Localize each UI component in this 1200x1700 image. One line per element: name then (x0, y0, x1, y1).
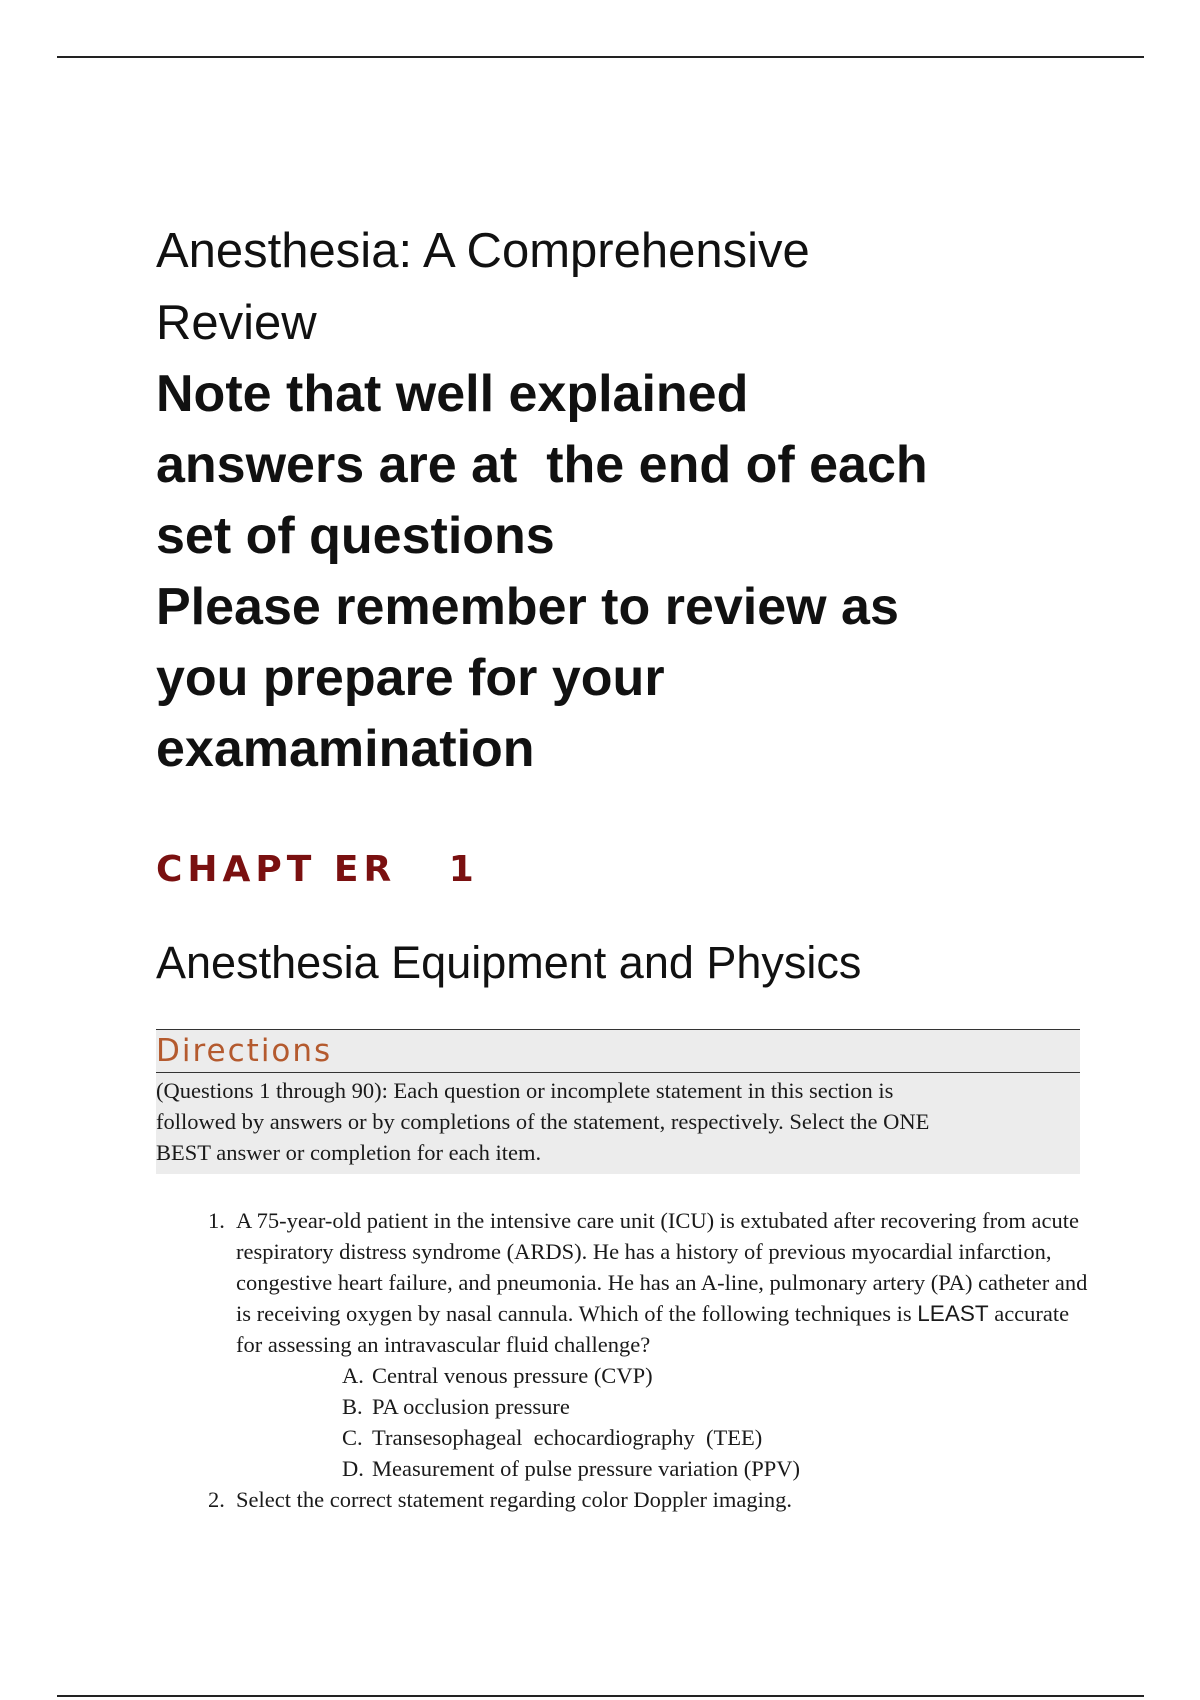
directions-line: followed by answers or by completions of the statement, respectively. Select the ONE (156, 1109, 930, 1134)
question-item (208, 1205, 1088, 1360)
option-letter: B. (342, 1394, 363, 1419)
option-letter: D. (342, 1456, 364, 1481)
page-content (156, 215, 1086, 989)
question-number: 1. (208, 1208, 225, 1233)
directions-line: BEST answer or completion for each item. (156, 1140, 542, 1165)
note-line: Please remember to review as (156, 578, 899, 636)
answer-options (342, 1360, 1088, 1484)
question-list (208, 1205, 1088, 1515)
bottom-rule (57, 1695, 1144, 1697)
question-text: Select the correct statement regarding color Doppler imaging. (236, 1487, 793, 1512)
note-line: set of questions (156, 507, 555, 565)
chapter-title: Anesthesia Equipment and Physics (156, 937, 862, 988)
option-text: Central venous pressure (CVP) (372, 1363, 653, 1388)
directions-heading: Directions (156, 1029, 1080, 1073)
note-text (156, 359, 1086, 785)
question-text (236, 1205, 1088, 1360)
option-letter: C. (342, 1425, 363, 1450)
question-text-part: accurate for assessing an intravascular fluid challenge? (236, 1301, 1070, 1357)
option-text: PA occlusion pressure (372, 1394, 570, 1419)
answer-option (342, 1422, 1088, 1453)
book-title (156, 215, 1086, 359)
answer-option (342, 1391, 1088, 1422)
directions-box (156, 1029, 1080, 1174)
question-number: 2. (208, 1487, 225, 1512)
book-title-line: Anesthesia: A Comprehensive (156, 224, 810, 278)
option-text: Measurement of pulse pressure variation (PPV) (372, 1456, 801, 1481)
note-line: Note that well explained (156, 365, 749, 423)
question-text-part: A 75-year-old patient in the intensive care unit (ICU) is extubated after recovering from acute respiratory distress syndrome (ARDS). He has a history of previous myocardial infarction, congestive heart failure, and pneumonia. He has an A-line, pulmonary artery (PA) catheter and is receiving oxygen by nasal cannula. Which of the following techniques is (236, 1208, 1088, 1326)
directions-text (156, 1073, 1080, 1174)
question-emphasis: LEAST (917, 1301, 989, 1326)
chapter-label: CHAPT ER 1 (156, 849, 479, 890)
top-rule (57, 56, 1144, 58)
directions-line: (Questions 1 through 90): Each question or incomplete statement in this section is (156, 1078, 894, 1103)
answer-option (342, 1360, 1088, 1391)
note-line: you prepare for your (156, 649, 665, 707)
book-title-line: Review (156, 296, 317, 350)
note-line: examamination (156, 720, 535, 778)
option-letter: A. (342, 1363, 364, 1388)
note-line: answers are at the end of each (156, 436, 928, 494)
answer-option (342, 1453, 1088, 1484)
question-item (208, 1484, 1088, 1515)
option-text: Transesophageal echocardiography (TEE) (372, 1425, 763, 1450)
